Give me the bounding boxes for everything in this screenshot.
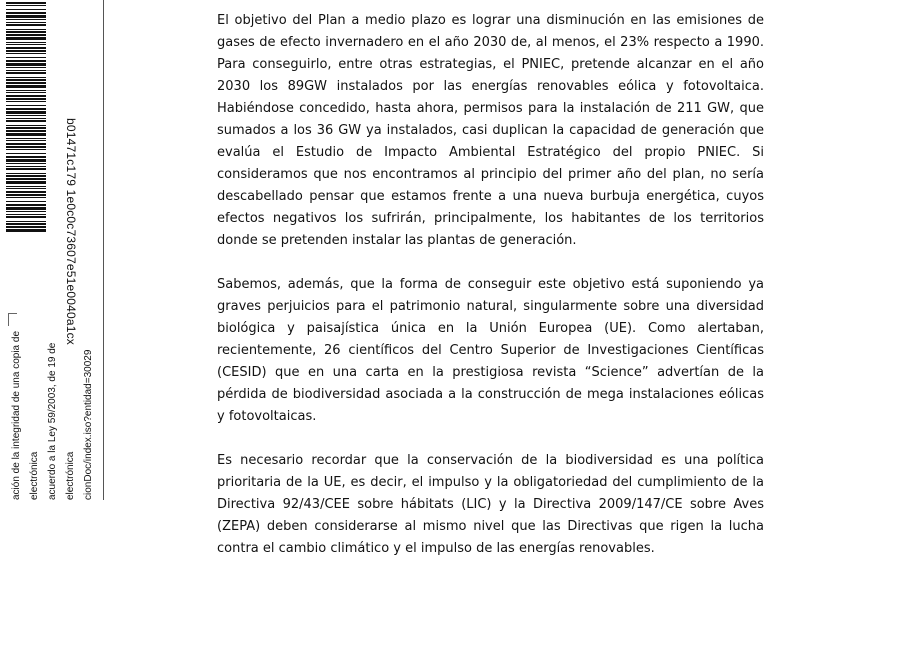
barcode-bar [6,63,46,66]
barcode-bar [6,53,46,54]
barcode-bar [6,156,46,158]
barcode-bar [6,34,46,36]
barcode-bar [6,188,46,189]
barcode-bar [6,163,46,164]
barcode-bar [6,19,46,20]
signature-line: ación de la integridad de una copia de [11,330,22,500]
barcode-bar [6,178,46,180]
barcode-bar [6,175,46,177]
barcode-bar [6,90,46,91]
barcode-bar [6,133,46,136]
barcode-bar [6,216,46,218]
signature-line: electrónica [65,451,76,500]
csv-code-text: b01471c179 1e0c0c73607e51e0040a1cx [64,118,78,346]
barcode-bar [6,127,46,129]
barcode-bar [6,77,46,78]
barcode-bar [6,130,46,132]
barcode-bar [6,24,46,26]
barcode-bar [6,197,46,198]
barcode-bar [6,22,46,23]
barcode-bar [6,140,46,141]
barcode-bar [6,12,46,14]
barcode-bar [6,85,46,88]
barcode-bar [6,153,46,154]
margin-rule [103,0,104,500]
barcode-bar [6,105,46,106]
barcode-bar [6,2,46,4]
paragraph: El objetivo del Plan a medio plazo es lograr una disminución en las emisiones de gases de efecto invernadero en el año 2030 de, al menos, el 23% respecto a 1990. Para conseguirlo, entre otras estrategias, el PNIEC, pretende alcanzar en el año 2030 los 89GW instalados por las energías renovables eólica y fotovoltaica. Habiéndose concedido, hasta ahora, permisos para la instalación de 211 GW, que sumados a los 36 GW ya instalados, casi duplican la capacidad de generación que evalúa el Estudio de Impacto Ambiental Estratégico del propio PNIEC. Si consideramos que nos encontramos al principio del primer año del plan, no sería descabellado pensar que estamos frente a una nueva burbuja energética, cuyos efectos negativos los sufrirán, principalmente, los habitantes de los territorios donde se pretenden instalar las plantas de generación. [217,13,764,248]
barcode-bar [6,168,46,170]
barcode-bar [6,108,46,110]
paragraph: Es necesario recordar que la conservación de la biodiversidad es una política prioritaria de la UE, es decir, el impulso y la obligatoriedad del cumplimiento de la Directiva 92/43/CEE sobre hábitats (LIC) y la Directiva 2009/147/CE sobre Aves (ZEPA) deben considerarse al mismo nivel que las Directivas que rigen la lucha contra el cambio climático y el impulso de las energías renovables. [217,453,764,556]
barcode-bar [6,98,46,100]
signature-line: cionDoc/index.iso?entidad=30029 [83,349,94,500]
barcode-bar [6,79,46,81]
barcode-bar [6,207,46,210]
barcode-bar [6,5,46,6]
barcode-bar [6,29,46,30]
barcode-bar [6,214,46,215]
paragraph: Sabemos, además, que la forma de conseguir este objetivo está suponiendo ya graves perjuicios para el patrimonio natural, singularmente sobre una diversidad biológica y paisajística única en la Unión Europea (UE). Como alertaban, recientemente, 26 científicos del Centro Superior de Investigaciones Científicas (CESID) que en una carta en la prestigiosa revista “Science” advertían de la pérdida de biodiversidad asociada a la construcción de mega instalaciones eólicas y fotovoltaicas. [217,277,764,424]
barcode-bar [6,173,46,174]
barcode-bar [6,70,46,71]
barcode-bar [6,194,46,196]
barcode-bar [6,211,46,212]
barcode-bar [6,166,46,167]
barcode-bar [6,181,46,184]
barcode-bar [6,31,46,33]
barcode-bar [6,60,46,62]
barcode-bar [6,82,46,84]
barcode-bar [6,47,46,49]
barcode-bar [6,146,46,148]
barcode-bar [6,143,46,145]
barcode-bar [6,44,46,45]
barcode-bar [6,101,46,102]
barcode-bar [6,72,46,74]
barcode-bar [6,223,46,225]
barcode-bar [6,204,46,206]
barcode-bar [6,111,46,114]
barcode [6,0,46,234]
margin-corner-mark [8,313,17,326]
barcode-bar [6,229,46,232]
barcode-bar [6,125,46,126]
barcode-bar [6,201,46,202]
barcode-bar [6,138,46,139]
barcode-bar [6,37,46,40]
barcode-bar [6,67,46,68]
barcode-bar [6,92,46,93]
barcode-bar [6,50,46,52]
barcode-bar [6,9,46,10]
barcode-bar [6,115,46,116]
barcode-bar [6,159,46,162]
barcode-bar [6,42,46,43]
barcode-bar [6,186,46,187]
barcode-bar [6,95,46,97]
document-body [217,10,764,582]
barcode-bar [6,221,46,222]
signature-line: electrónica [29,451,40,500]
barcode-bar [6,149,46,150]
barcode-bar [6,57,46,58]
barcode-bar [6,15,46,18]
signature-verification-note [8,330,98,670]
signature-line: acuerdo a la Ley 59/2003, de 19 de [47,342,58,500]
barcode-bar [6,118,46,119]
barcode-bar [6,120,46,122]
barcode-bar [6,191,46,193]
barcode-bar [6,226,46,228]
csv-code [64,118,90,346]
